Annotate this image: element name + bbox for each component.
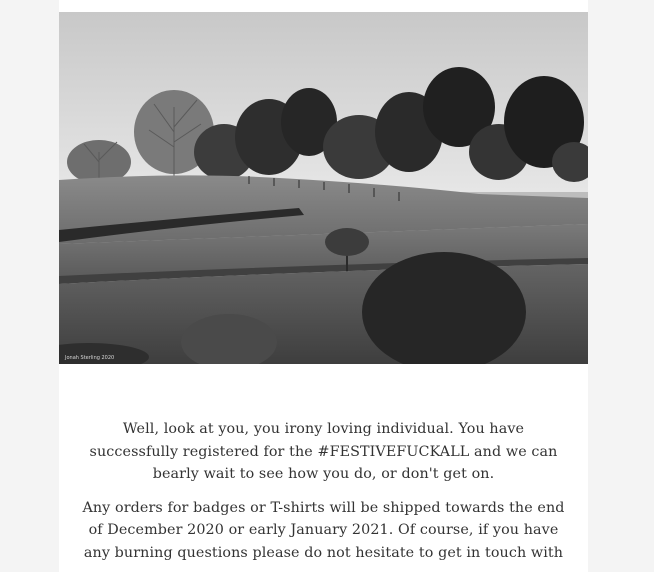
message-paragraph-2: Any orders for badges or T-shirts will be shipped towards the end of December 2020 or early January 2021. Of course, if you have any burning questions please do not hesitate to get in touch with	[82, 499, 565, 561]
message-paragraph-1: Well, look at you, you irony loving individual. You have successfully registered for the #FESTIVEFUCKALL and we can bearly wait to see how you do, or don't get on.	[89, 421, 558, 482]
email-card	[59, 0, 588, 572]
hero-image	[59, 12, 588, 364]
landscape-photo	[59, 12, 588, 364]
message-body	[59, 418, 588, 572]
photo-credit: Jonah Sterling 2020	[65, 355, 115, 361]
